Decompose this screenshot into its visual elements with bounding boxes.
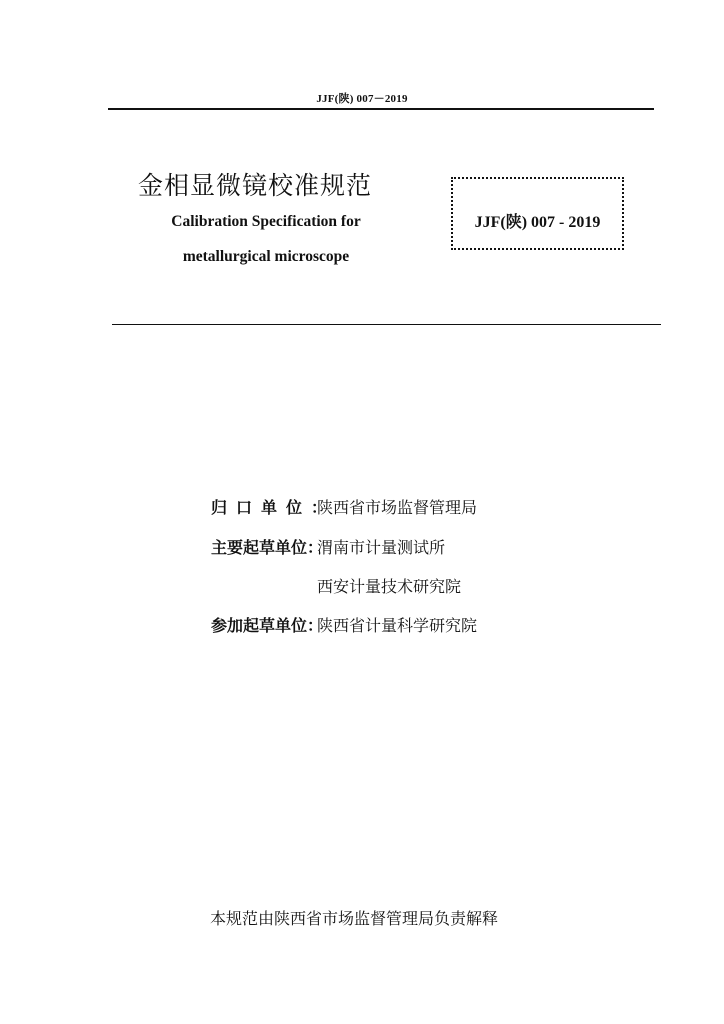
main-drafting-unit-row-2 [211,575,461,599]
responsible-unit-label: 归口单位： [211,498,337,517]
main-drafting-unit-row [211,536,445,560]
document-title-chinese: 金相显微镜校准规范 [138,171,373,200]
responsible-unit-row [211,496,477,520]
main-drafting-unit-value-2: 西安计量技术研究院 [317,577,462,596]
standard-code-box-text: JJF(陕) 007 - 2019 [474,214,601,231]
title-divider [112,324,661,325]
main-drafting-unit-value-1: 渭南市计量测试所 [317,538,446,557]
participating-unit-label: 参加起草单位： [211,616,324,635]
header-standard-code: JJF(陕) 007－2019 [316,93,408,105]
main-drafting-unit-label: 主要起草单位： [211,538,324,557]
responsible-unit-value: 陕西省市场监督管理局 [317,498,478,517]
header-divider [108,108,654,110]
participating-unit-row [211,614,477,638]
document-title-english-line2: metallurgical microscope [182,248,350,265]
document-title-english-line1: Calibration Specification for [171,213,361,230]
interpretation-note: 本规范由陕西省市场监督管理局负责解释 [209,909,498,928]
participating-unit-value: 陕西省计量科学研究院 [317,616,478,635]
